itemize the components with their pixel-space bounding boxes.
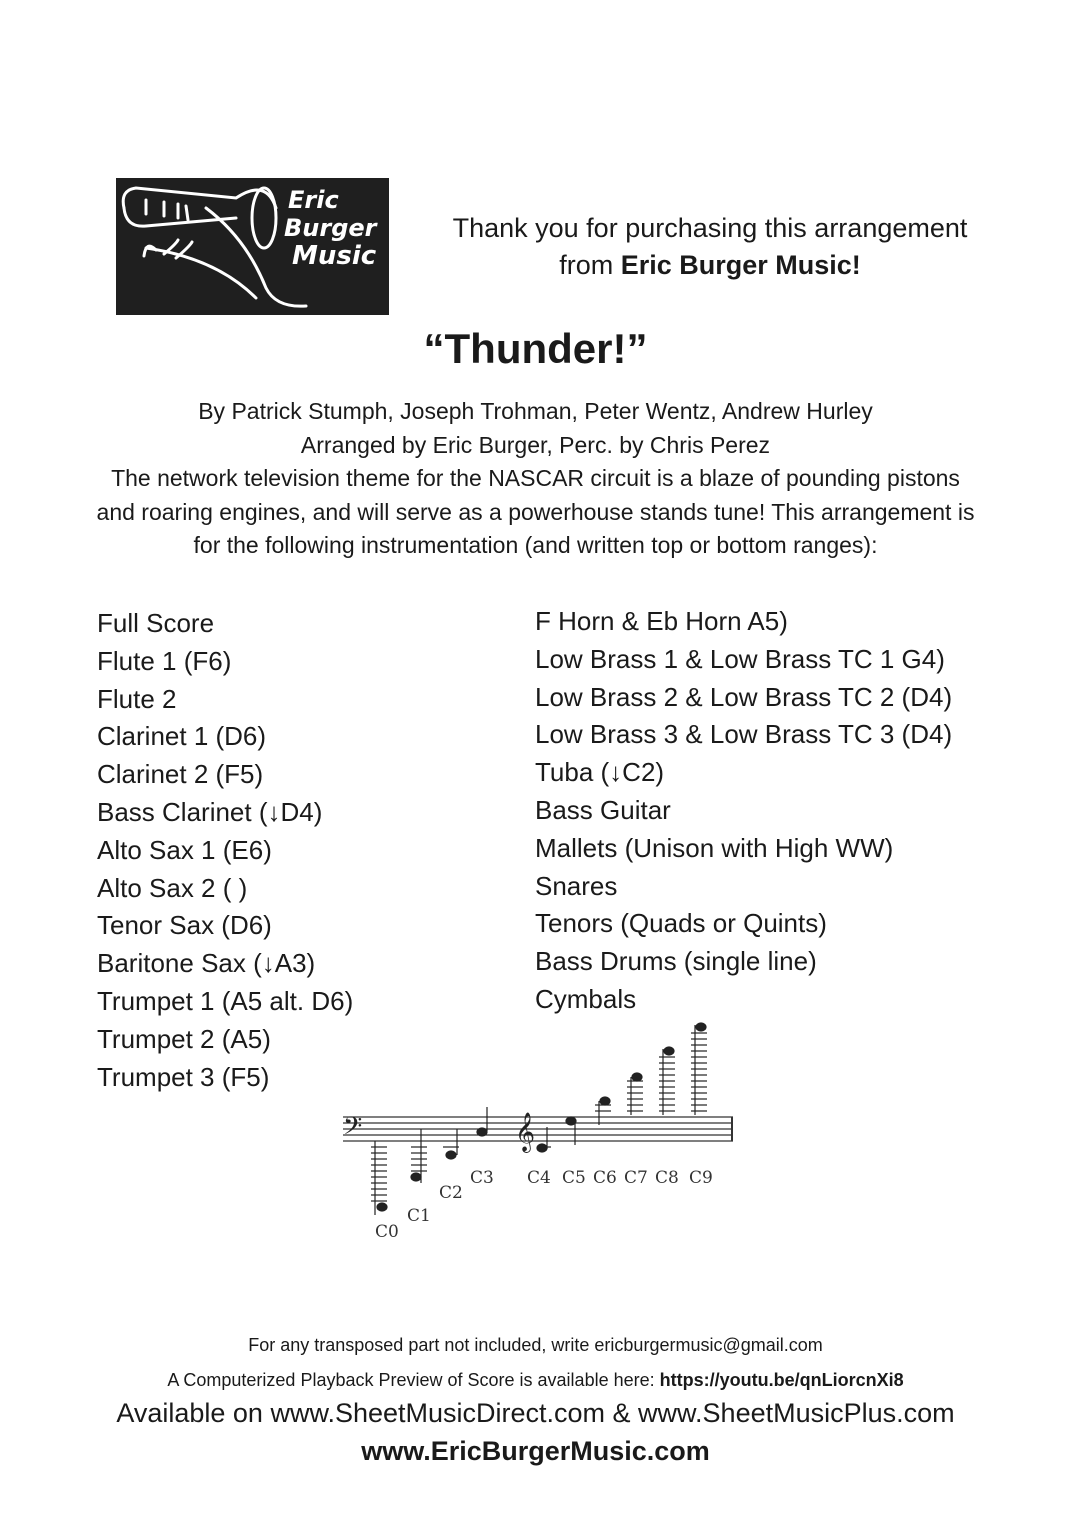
- instrument-item: Trumpet 1 (A5 alt. D6): [97, 985, 354, 1016]
- octave-label: C4: [527, 1168, 551, 1188]
- availability-note: Available on www.SheetMusicDirect.com & www.SheetMusicPlus.com: [116, 1398, 955, 1428]
- description-line: and roaring engines, and will serve as a powerhouse stands tune! This arrangement is: [96, 498, 975, 525]
- instrument-item: Flute 2: [97, 683, 177, 714]
- instrument-list-right: [535, 603, 1035, 1019]
- octave-label: C6: [593, 1168, 617, 1188]
- octave-label: C3: [470, 1168, 494, 1188]
- playback-preview-link[interactable]: https://youtu.be/qnLiorcnXi8: [659, 1370, 904, 1390]
- note-c4: [537, 1127, 551, 1152]
- instrument-item: Bass Drums (single line): [535, 946, 817, 977]
- instrument-item: Alto Sax 1 (E6): [97, 834, 272, 865]
- instrument-item: Full Score: [97, 608, 215, 638]
- octave-label: C8: [655, 1168, 679, 1188]
- thank-you-brand: Eric Burger Music!: [620, 250, 861, 280]
- description: [20, 395, 1051, 563]
- thank-you-prefix: from: [559, 250, 621, 280]
- note-c2: [443, 1129, 459, 1159]
- bass-clef-icon: 𝄢: [343, 1112, 363, 1147]
- credits-arranger: Arranged by Eric Burger, Perc. by Chris Perez: [300, 431, 771, 458]
- instrument-item: Trumpet 3 (F5): [97, 1061, 270, 1092]
- instrument-item: Snares: [535, 870, 618, 901]
- eric-burger-music-logo: [116, 178, 389, 315]
- note-c9: [691, 1023, 707, 1115]
- octave-label: C1: [407, 1206, 431, 1226]
- instrument-item: F Horn & Eb Horn A5): [535, 606, 788, 636]
- description-line: The network television theme for the NASCAR circuit is a blaze of pounding pistons: [111, 465, 960, 491]
- instrument-item: Low Brass 3 & Low Brass TC 3 (D4): [535, 719, 953, 750]
- instrument-item: Trumpet 2 (A5): [97, 1023, 271, 1054]
- octave-label: C9: [689, 1168, 713, 1188]
- instrument-item: Cymbals: [535, 983, 637, 1014]
- note-c0: [371, 1141, 387, 1215]
- note-c3: [477, 1107, 487, 1136]
- instrument-item: Low Brass 2 & Low Brass TC 2 (D4): [535, 681, 953, 712]
- thank-you-message: [410, 210, 1010, 284]
- instrument-item: Tenors (Quads or Quints): [535, 908, 827, 939]
- instrument-item: Clarinet 2 (F5): [97, 759, 264, 790]
- logo-word-eric: Eric: [288, 186, 339, 214]
- transposed-parts-note: For any transposed part not included, write ericburgermusic@gmail.com: [248, 1335, 823, 1355]
- playback-preview-prefix: A Computerized Playback Preview of Score is available here:: [167, 1370, 660, 1390]
- treble-clef-icon: 𝄞: [515, 1112, 536, 1152]
- octave-label: C2: [439, 1183, 463, 1203]
- thank-you-line-2: [410, 247, 1010, 284]
- instrument-item: Tenor Sax (D6): [97, 910, 272, 941]
- note-c1: [411, 1129, 427, 1183]
- octave-label: C5: [562, 1168, 586, 1188]
- instrument-item: Low Brass 1 & Low Brass TC 1 G4): [535, 643, 945, 674]
- note-c8: [659, 1047, 675, 1115]
- page-title: “Thunder!”: [423, 325, 648, 372]
- octave-label: C7: [624, 1168, 648, 1188]
- website-link[interactable]: www.EricBurgerMusic.com: [361, 1436, 710, 1466]
- instrument-item: Alto Sax 2 ( ): [97, 872, 248, 903]
- playback-preview-note: [0, 1370, 1071, 1391]
- instrument-item: Flute 1 (F6): [97, 645, 232, 676]
- instrument-item: Bass Guitar: [535, 794, 671, 825]
- credits-composers: By Patrick Stumph, Joseph Trohman, Peter Wentz, Andrew Hurley: [198, 398, 873, 424]
- thank-you-line-1: Thank you for purchasing this arrangement: [452, 213, 968, 243]
- instrument-item: Baritone Sax (↓A3): [97, 948, 316, 979]
- instrument-item: Clarinet 1 (D6): [97, 721, 267, 752]
- note-c6: [595, 1097, 611, 1125]
- octave-range-chart: [335, 1015, 740, 1245]
- logo-word-burger: Burger: [284, 214, 377, 242]
- note-c7: [627, 1073, 643, 1115]
- instrument-item: Tuba (↓C2): [535, 757, 665, 788]
- octave-label: C0: [375, 1222, 399, 1242]
- instrument-item: Bass Clarinet (↓D4): [97, 796, 323, 827]
- logo-word-music: Music: [292, 241, 377, 271]
- description-line: for the following instrumentation (and written top or bottom ranges):: [193, 532, 878, 558]
- instrument-item: Mallets (Unison with High WW): [535, 832, 894, 863]
